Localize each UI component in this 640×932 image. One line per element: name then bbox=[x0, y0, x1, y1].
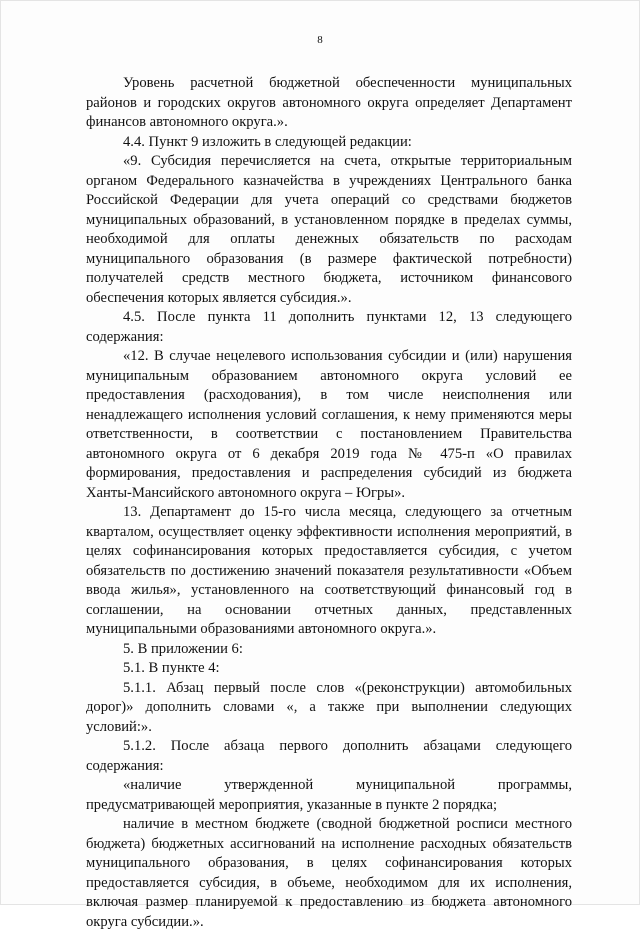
paragraph-condition-program: «наличие утвержденной муниципальной программы, предусматривающей мероприятия, указанные в пункте 2 порядка; bbox=[86, 777, 572, 813]
page-number: 8 bbox=[317, 34, 323, 46]
paragraph-5-1-1: 5.1.1. Абзац первый после слов «(реконструкции) автомобильных дорог)» дополнить словами «, а также при выполнении следующих условий:». bbox=[86, 679, 572, 735]
paragraph-5-1: 5.1. В пункте 4: bbox=[123, 660, 220, 676]
paragraph-condition-budget: наличие в местном бюджете (сводной бюджетной росписи местного бюджета) бюджетных ассигнований на исполнение расходных обязательств муниципального образования, в целях софинансирования которых предоставляется субсидия, в объеме, необходимом для их исполнения, включая размер планируемой к предоставлению из бюджета автономного округа субсидии.». bbox=[86, 816, 572, 930]
document-body bbox=[86, 74, 572, 932]
paragraph-item-9: «9. Субсидия перечисляется на счета, открытые территориальным органом Федерального казначейства в учреждениях Центрального банка Российской Федерации для учета операций со средствами бюджетов муниципальных образований, в установленном порядке в пределах суммы, необходимой для оплаты денежных обязательств по расходам муниципального образования (в размере фактической потребности) получателей средств местного бюджета, источником финансового обеспечения которых является субсидия.». bbox=[86, 153, 572, 306]
paragraph-item-12: «12. В случае нецелевого использования субсидии и (или) нарушения муниципальным образованием автономного округа условий ее предоставления (расходования), в том числе неисполнения или ненадлежащего исполнения условий соглашения, к нему применяются меры ответственности, в соответствии с постановлением Правительства автономного округа от 6 декабря 2019 года № 475-п «О правилах формирования, предоставления и распределения субсидий из бюджета Ханты-Мансийского автономного округа – Югры». bbox=[86, 348, 572, 501]
paragraph-4-4: 4.4. Пункт 9 изложить в следующей редакции: bbox=[123, 133, 412, 150]
paragraph-item-13: 13. Департамент до 15-го числа месяца, следующего за отчетным кварталом, осуществляет оценку эффективности исполнения мероприятий, в целях софинансирования которых предоставляется субсидия, с учетом обязательств по достижению значений показателя результативности «Объем ввода жилья», установленного на соответствующий финансовый год в соглашении, на основании отчетных данных, представленных муниципальными образованиями автономного округа.». bbox=[86, 504, 572, 637]
paragraph-4-5: 4.5. После пункта 11 дополнить пунктами 12, 13 следующего содержания: bbox=[86, 309, 572, 345]
paragraph-budget-provision: Уровень расчетной бюджетной обеспеченности муниципальных районов и городских округов автономного округа определяет Департамент финансов автономного округа.». bbox=[86, 75, 572, 130]
paragraph-5-1-2: 5.1.2. После абзаца первого дополнить абзацами следующего содержания: bbox=[86, 738, 572, 774]
paragraph-5: 5. В приложении 6: bbox=[123, 640, 243, 657]
